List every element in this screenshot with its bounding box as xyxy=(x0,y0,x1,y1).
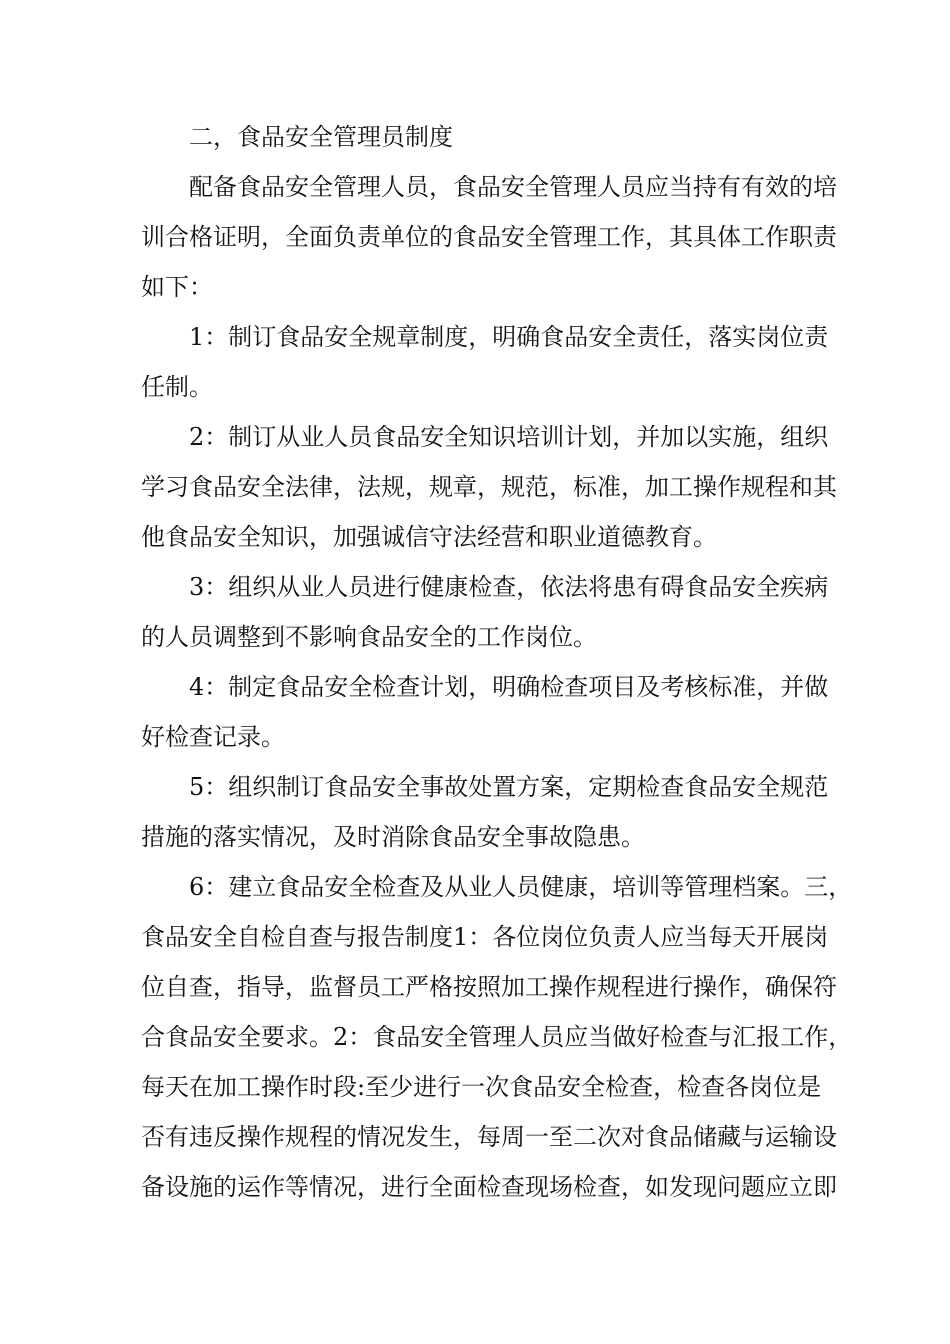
text-line: 他食品安全知识，加强诚信守法经营和职业道德教育。 xyxy=(141,523,717,551)
text-line: 2：制订从业人员食品安全知识培训计划，并加以实施，组织 xyxy=(189,423,829,451)
document-body xyxy=(141,112,853,1212)
text-line: 如下： xyxy=(141,273,213,301)
text-line: 6：建立食品安全检查及从业人员健康，培训等管理档案。三， xyxy=(189,873,853,901)
text-line: 3：组织从业人员进行健康检查，依法将患有碍食品安全疾病 xyxy=(189,573,829,601)
text-line: 每天在加工操作时段:至少进行一次食品安全检查，检查各岗位是 xyxy=(141,1073,822,1101)
paragraph-item-2 xyxy=(141,412,837,562)
text-line: 任制。 xyxy=(141,373,213,401)
paragraph-intro xyxy=(141,162,837,312)
text-line: 措施的落实情况，及时消除食品安全事故隐患。 xyxy=(141,823,645,851)
text-line: 食品安全自检自查与报告制度1：各位岗位负责人应当每天开展岗 xyxy=(141,923,829,951)
text-line: 好检查记录。 xyxy=(141,723,285,751)
text-line: 合食品安全要求。2：食品安全管理人员应当做好检查与汇报工作， xyxy=(141,1023,853,1051)
text-line: 配备食品安全管理人员，食品安全管理人员应当持有有效的培 xyxy=(189,173,837,201)
text-line: 学习食品安全法律，法规，规章，规范，标准，加工操作规程和其 xyxy=(141,473,837,501)
paragraph-item-1 xyxy=(141,312,831,412)
text-line: 训合格证明，全面负责单位的食品安全管理工作，其具体工作职责 xyxy=(141,223,837,251)
paragraph-item-4 xyxy=(141,662,831,762)
text-line: 5：组织制订食品安全事故处置方案，定期检查食品安全规范 xyxy=(189,773,829,801)
paragraph-item-3 xyxy=(141,562,831,662)
text-line: 否有违反操作规程的情况发生，每周一至二次对食品储藏与运输设 xyxy=(141,1123,837,1151)
text-line: 位自查，指导，监督员工严格按照加工操作规程进行操作，确保符 xyxy=(141,973,837,1001)
text-line: 1：制订食品安全规章制度，明确食品安全责任，落实岗位责 xyxy=(189,323,829,351)
text-line: 4：制定食品安全检查计划，明确检查项目及考核标准，并做 xyxy=(189,673,829,701)
text-line: 的人员调整到不影响食品安全的工作岗位。 xyxy=(141,623,597,651)
paragraph-item-5 xyxy=(141,762,831,862)
paragraph-item-6 xyxy=(141,862,853,1212)
text-line: 备设施的运作等情况，进行全面检查现场检查，如发现问题应立即 xyxy=(141,1173,837,1201)
section-heading: 二，食品安全管理员制度 xyxy=(189,123,453,151)
